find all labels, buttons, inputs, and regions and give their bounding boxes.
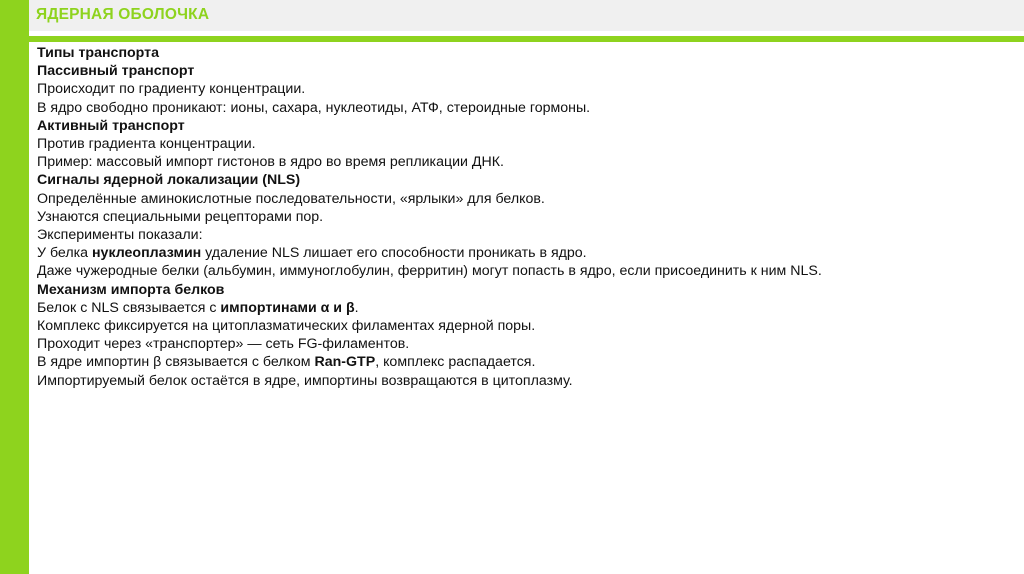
- emphasis-term: Ran-GTP: [314, 354, 376, 371]
- slide-title: ЯДЕРНАЯ ОБОЛОЧКА: [36, 6, 210, 23]
- body-line: Происходит по градиенту концентрации.: [37, 81, 306, 98]
- body-line: В ядро свободно проникают: ионы, сахара, нуклеотиды, АТФ, стероидные гормоны.: [37, 99, 591, 116]
- body-line: Комплекс фиксируется на цитоплазматических филаментах ядерной поры.: [37, 318, 536, 335]
- emphasis-term: импортинами α и β: [220, 299, 355, 316]
- text-run: .: [354, 299, 359, 316]
- body-line: Проходит через «транспортер» — сеть FG-филаментов.: [37, 336, 410, 353]
- section-heading: Типы транспорта: [37, 45, 159, 61]
- emphasis-term: нуклеоплазмин: [91, 245, 202, 262]
- body-line: Против градиента концентрации.: [37, 136, 256, 153]
- body-line: Пример: массовый импорт гистонов в ядро во время репликации ДНК.: [37, 154, 504, 171]
- text-run: , комплекс распадается.: [375, 354, 536, 371]
- body-line: Эксперименты показали:: [37, 227, 203, 244]
- slide-body: [37, 44, 1012, 390]
- text-run: У белка: [37, 245, 92, 262]
- text-run: удаление NLS лишает его способности проникать в ядро.: [201, 245, 587, 262]
- body-line: [37, 353, 1012, 371]
- section-heading: Пассивный транспорт: [37, 63, 195, 80]
- body-line: [37, 244, 1012, 262]
- text-run: Белок с NLS связывается с: [37, 299, 221, 316]
- section-heading: Сигналы ядерной локализации (NLS): [37, 172, 301, 189]
- body-line: [37, 299, 1012, 317]
- left-accent-bar: [0, 0, 29, 574]
- body-line: Импортируемый белок остаётся в ядре, импортины возвращаются в цитоплазму.: [37, 372, 573, 389]
- body-line: Определённые аминокислотные последовательности, «ярлыки» для белков.: [37, 190, 545, 207]
- text-run: В ядре импортин β связывается с белком: [37, 354, 315, 371]
- section-heading: Механизм импорта белков: [37, 281, 225, 298]
- body-line: Даже чужеродные белки (альбумин, иммуноглобулин, ферритин) могут попасть в ядро, если присоединить к ним NLS.: [37, 263, 822, 280]
- title-underline: [29, 36, 1024, 42]
- section-heading: Активный транспорт: [37, 117, 185, 134]
- body-line: Узнаются специальными рецепторами пор.: [37, 208, 324, 225]
